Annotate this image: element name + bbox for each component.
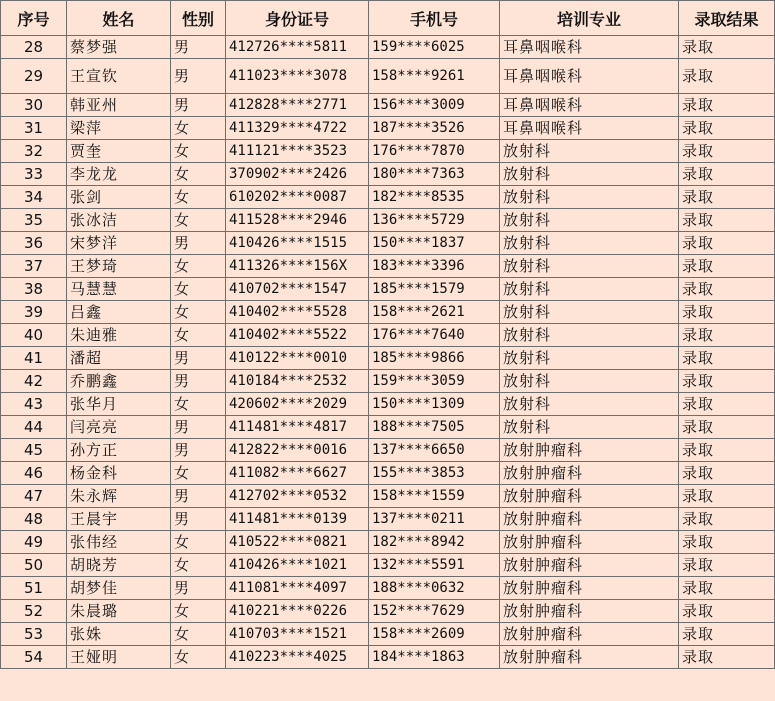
- cell-name: 张华月: [67, 393, 171, 416]
- cell-result: 录取: [679, 646, 775, 669]
- cell-major: 放射科: [500, 163, 679, 186]
- cell-name: 朱永辉: [67, 485, 171, 508]
- cell-major: 耳鼻咽喉科: [500, 94, 679, 117]
- cell-major: 放射科: [500, 370, 679, 393]
- cell-id-number: 410703****1521: [226, 623, 369, 646]
- cell-gender: 男: [171, 508, 226, 531]
- header-number: 序号: [1, 1, 67, 36]
- table-row: [1, 255, 775, 278]
- table-row: [1, 278, 775, 301]
- table-row: [1, 117, 775, 140]
- cell-major: 放射肿瘤科: [500, 485, 679, 508]
- cell-major: 放射科: [500, 393, 679, 416]
- table-row: [1, 36, 775, 59]
- cell-major: 放射科: [500, 416, 679, 439]
- cell-name: 杨金科: [67, 462, 171, 485]
- cell-phone: 187****3526: [369, 117, 500, 140]
- header-phone: 手机号: [369, 1, 500, 36]
- cell-result: 录取: [679, 416, 775, 439]
- cell-phone: 137****6650: [369, 439, 500, 462]
- cell-id-number: 411481****0139: [226, 508, 369, 531]
- cell-gender: 女: [171, 646, 226, 669]
- cell-number: 53: [1, 623, 67, 646]
- cell-gender: 女: [171, 186, 226, 209]
- header-id-number: 身份证号: [226, 1, 369, 36]
- cell-name: 吕鑫: [67, 301, 171, 324]
- cell-id-number: 410184****2532: [226, 370, 369, 393]
- cell-result: 录取: [679, 59, 775, 94]
- table-row: [1, 554, 775, 577]
- cell-phone: 159****6025: [369, 36, 500, 59]
- cell-gender: 女: [171, 301, 226, 324]
- table-row: [1, 301, 775, 324]
- cell-id-number: 410223****4025: [226, 646, 369, 669]
- cell-number: 47: [1, 485, 67, 508]
- cell-result: 录取: [679, 508, 775, 531]
- cell-gender: 女: [171, 600, 226, 623]
- header-major: 培训专业: [500, 1, 679, 36]
- cell-gender: 男: [171, 577, 226, 600]
- table-row: [1, 646, 775, 669]
- cell-result: 录取: [679, 393, 775, 416]
- cell-id-number: 411481****4817: [226, 416, 369, 439]
- cell-phone: 158****2621: [369, 301, 500, 324]
- cell-gender: 女: [171, 209, 226, 232]
- cell-name: 李龙龙: [67, 163, 171, 186]
- cell-id-number: 411023****3078: [226, 59, 369, 94]
- cell-id-number: 412822****0016: [226, 439, 369, 462]
- cell-result: 录取: [679, 485, 775, 508]
- cell-result: 录取: [679, 600, 775, 623]
- cell-number: 46: [1, 462, 67, 485]
- cell-phone: 152****7629: [369, 600, 500, 623]
- table-row: [1, 577, 775, 600]
- table-row: [1, 508, 775, 531]
- cell-major: 放射肿瘤科: [500, 462, 679, 485]
- cell-number: 44: [1, 416, 67, 439]
- cell-major: 放射科: [500, 255, 679, 278]
- cell-id-number: 410522****0821: [226, 531, 369, 554]
- table-row: [1, 140, 775, 163]
- cell-phone: 158****1559: [369, 485, 500, 508]
- cell-major: 放射肿瘤科: [500, 554, 679, 577]
- cell-number: 50: [1, 554, 67, 577]
- cell-gender: 男: [171, 232, 226, 255]
- cell-major: 放射科: [500, 347, 679, 370]
- cell-id-number: 411121****3523: [226, 140, 369, 163]
- table-row: [1, 232, 775, 255]
- cell-name: 朱迪雅: [67, 324, 171, 347]
- cell-phone: 150****1837: [369, 232, 500, 255]
- cell-gender: 男: [171, 59, 226, 94]
- cell-number: 45: [1, 439, 67, 462]
- cell-gender: 女: [171, 324, 226, 347]
- table-row: [1, 94, 775, 117]
- cell-name: 贾奎: [67, 140, 171, 163]
- cell-name: 王晨宇: [67, 508, 171, 531]
- cell-phone: 158****2609: [369, 623, 500, 646]
- cell-id-number: 410702****1547: [226, 278, 369, 301]
- table-row: [1, 485, 775, 508]
- cell-gender: 女: [171, 255, 226, 278]
- cell-result: 录取: [679, 140, 775, 163]
- table-row: [1, 370, 775, 393]
- table-row: [1, 59, 775, 94]
- cell-id-number: 411081****4097: [226, 577, 369, 600]
- cell-number: 36: [1, 232, 67, 255]
- cell-result: 录取: [679, 439, 775, 462]
- cell-result: 录取: [679, 324, 775, 347]
- cell-id-number: 411329****4722: [226, 117, 369, 140]
- cell-result: 录取: [679, 301, 775, 324]
- cell-result: 录取: [679, 117, 775, 140]
- cell-major: 放射科: [500, 209, 679, 232]
- cell-number: 30: [1, 94, 67, 117]
- cell-major: 放射肿瘤科: [500, 439, 679, 462]
- cell-phone: 132****5591: [369, 554, 500, 577]
- cell-major: 放射科: [500, 140, 679, 163]
- cell-id-number: 410402****5528: [226, 301, 369, 324]
- cell-name: 蔡梦强: [67, 36, 171, 59]
- cell-number: 51: [1, 577, 67, 600]
- cell-name: 宋梦洋: [67, 232, 171, 255]
- cell-id-number: 410122****0010: [226, 347, 369, 370]
- cell-major: 耳鼻咽喉科: [500, 59, 679, 94]
- cell-gender: 男: [171, 416, 226, 439]
- cell-name: 张姝: [67, 623, 171, 646]
- cell-major: 放射科: [500, 278, 679, 301]
- cell-number: 54: [1, 646, 67, 669]
- cell-gender: 男: [171, 439, 226, 462]
- cell-gender: 男: [171, 94, 226, 117]
- cell-phone: 182****8535: [369, 186, 500, 209]
- cell-gender: 男: [171, 370, 226, 393]
- cell-phone: 188****7505: [369, 416, 500, 439]
- cell-name: 张冰洁: [67, 209, 171, 232]
- cell-gender: 女: [171, 462, 226, 485]
- cell-gender: 女: [171, 163, 226, 186]
- cell-result: 录取: [679, 94, 775, 117]
- cell-phone: 158****9261: [369, 59, 500, 94]
- cell-phone: 185****1579: [369, 278, 500, 301]
- cell-number: 39: [1, 301, 67, 324]
- cell-major: 耳鼻咽喉科: [500, 117, 679, 140]
- cell-number: 42: [1, 370, 67, 393]
- cell-phone: 150****1309: [369, 393, 500, 416]
- cell-phone: 183****3396: [369, 255, 500, 278]
- cell-name: 张伟经: [67, 531, 171, 554]
- cell-result: 录取: [679, 347, 775, 370]
- cell-name: 孙方正: [67, 439, 171, 462]
- cell-result: 录取: [679, 623, 775, 646]
- cell-number: 33: [1, 163, 67, 186]
- cell-major: 放射肿瘤科: [500, 600, 679, 623]
- cell-name: 王宣钦: [67, 59, 171, 94]
- cell-name: 乔鹏鑫: [67, 370, 171, 393]
- cell-number: 48: [1, 508, 67, 531]
- cell-number: 37: [1, 255, 67, 278]
- cell-name: 梁萍: [67, 117, 171, 140]
- cell-gender: 男: [171, 347, 226, 370]
- cell-result: 录取: [679, 554, 775, 577]
- cell-name: 王梦琦: [67, 255, 171, 278]
- cell-result: 录取: [679, 186, 775, 209]
- cell-number: 38: [1, 278, 67, 301]
- table-row: [1, 347, 775, 370]
- header-row: [1, 1, 775, 36]
- cell-number: 28: [1, 36, 67, 59]
- cell-result: 录取: [679, 209, 775, 232]
- cell-id-number: 410426****1515: [226, 232, 369, 255]
- cell-number: 34: [1, 186, 67, 209]
- cell-name: 闫亮亮: [67, 416, 171, 439]
- cell-result: 录取: [679, 36, 775, 59]
- cell-major: 放射肿瘤科: [500, 531, 679, 554]
- cell-result: 录取: [679, 577, 775, 600]
- cell-id-number: 412828****2771: [226, 94, 369, 117]
- cell-name: 胡晓芳: [67, 554, 171, 577]
- cell-id-number: 410221****0226: [226, 600, 369, 623]
- cell-name: 潘超: [67, 347, 171, 370]
- cell-number: 43: [1, 393, 67, 416]
- cell-name: 朱晨璐: [67, 600, 171, 623]
- cell-name: 胡梦佳: [67, 577, 171, 600]
- cell-phone: 185****9866: [369, 347, 500, 370]
- cell-phone: 136****5729: [369, 209, 500, 232]
- cell-id-number: 420602****2029: [226, 393, 369, 416]
- cell-gender: 女: [171, 531, 226, 554]
- cell-gender: 女: [171, 393, 226, 416]
- header-result: 录取结果: [679, 1, 775, 36]
- table-row: [1, 462, 775, 485]
- cell-gender: 男: [171, 36, 226, 59]
- cell-id-number: 412702****0532: [226, 485, 369, 508]
- cell-number: 41: [1, 347, 67, 370]
- table-row: [1, 416, 775, 439]
- cell-phone: 182****8942: [369, 531, 500, 554]
- table-row: [1, 163, 775, 186]
- cell-name: 马慧慧: [67, 278, 171, 301]
- cell-number: 31: [1, 117, 67, 140]
- cell-phone: 180****7363: [369, 163, 500, 186]
- cell-gender: 女: [171, 117, 226, 140]
- cell-phone: 176****7640: [369, 324, 500, 347]
- cell-name: 王娅明: [67, 646, 171, 669]
- table-row: [1, 209, 775, 232]
- cell-major: 放射肿瘤科: [500, 646, 679, 669]
- cell-major: 放射肿瘤科: [500, 623, 679, 646]
- cell-result: 录取: [679, 255, 775, 278]
- cell-id-number: 410402****5522: [226, 324, 369, 347]
- cell-number: 32: [1, 140, 67, 163]
- cell-major: 耳鼻咽喉科: [500, 36, 679, 59]
- cell-major: 放射科: [500, 324, 679, 347]
- cell-number: 35: [1, 209, 67, 232]
- cell-gender: 女: [171, 623, 226, 646]
- cell-phone: 184****1863: [369, 646, 500, 669]
- cell-name: 张剑: [67, 186, 171, 209]
- cell-major: 放射肿瘤科: [500, 577, 679, 600]
- cell-phone: 137****0211: [369, 508, 500, 531]
- table-row: [1, 393, 775, 416]
- cell-major: 放射科: [500, 186, 679, 209]
- cell-phone: 155****3853: [369, 462, 500, 485]
- cell-result: 录取: [679, 531, 775, 554]
- table-row: [1, 623, 775, 646]
- cell-result: 录取: [679, 370, 775, 393]
- table-row: [1, 324, 775, 347]
- cell-result: 录取: [679, 462, 775, 485]
- table-row: [1, 531, 775, 554]
- cell-number: 40: [1, 324, 67, 347]
- cell-name: 韩亚州: [67, 94, 171, 117]
- cell-id-number: 411326****156X: [226, 255, 369, 278]
- cell-id-number: 410426****1021: [226, 554, 369, 577]
- cell-id-number: 370902****2426: [226, 163, 369, 186]
- cell-phone: 176****7870: [369, 140, 500, 163]
- table-row: [1, 439, 775, 462]
- cell-number: 29: [1, 59, 67, 94]
- cell-gender: 男: [171, 485, 226, 508]
- table-row: [1, 186, 775, 209]
- cell-result: 录取: [679, 232, 775, 255]
- cell-phone: 159****3059: [369, 370, 500, 393]
- cell-major: 放射科: [500, 232, 679, 255]
- cell-gender: 女: [171, 278, 226, 301]
- cell-result: 录取: [679, 278, 775, 301]
- cell-phone: 188****0632: [369, 577, 500, 600]
- cell-id-number: 411528****2946: [226, 209, 369, 232]
- cell-id-number: 412726****5811: [226, 36, 369, 59]
- cell-gender: 女: [171, 554, 226, 577]
- cell-major: 放射科: [500, 301, 679, 324]
- cell-number: 49: [1, 531, 67, 554]
- cell-id-number: 610202****0087: [226, 186, 369, 209]
- cell-number: 52: [1, 600, 67, 623]
- cell-gender: 女: [171, 140, 226, 163]
- header-name: 姓名: [67, 1, 171, 36]
- cell-phone: 156****3009: [369, 94, 500, 117]
- cell-result: 录取: [679, 163, 775, 186]
- cell-major: 放射肿瘤科: [500, 508, 679, 531]
- cell-id-number: 411082****6627: [226, 462, 369, 485]
- header-gender: 性别: [171, 1, 226, 36]
- table-row: [1, 600, 775, 623]
